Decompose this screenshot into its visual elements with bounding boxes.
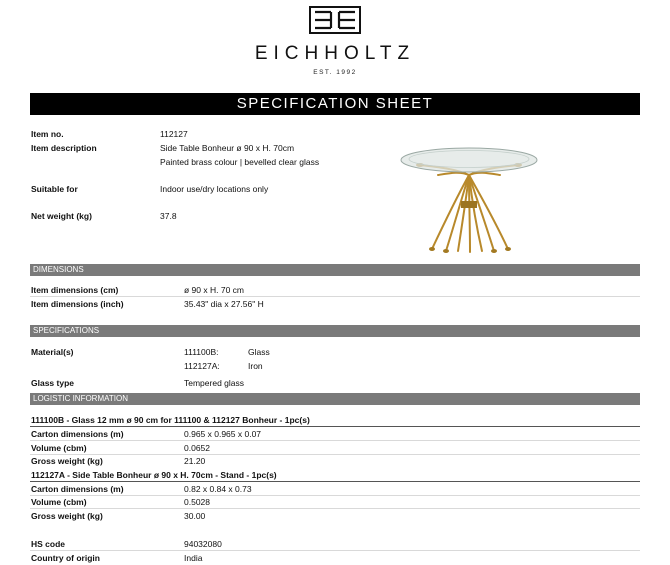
brand-name: EICHHOLTZ [254, 43, 416, 64]
item-no-value: 112127 [160, 129, 188, 139]
divider [30, 296, 640, 297]
divider [30, 440, 640, 441]
country-of-origin-value: India [184, 553, 203, 563]
item-no-label: Item no. [31, 129, 64, 139]
item-description-line1: Side Table Bonheur ø 90 x H. 70cm [160, 143, 295, 153]
product-image [398, 145, 540, 257]
dimensions-inch-value: 35.43" dia x 27.56" H [184, 299, 264, 309]
logistic-part2-title: 112127A - Side Table Bonheur ø 90 x H. 70cm - Stand - 1pc(s) [31, 470, 277, 480]
item-description-label: Item description [31, 143, 97, 153]
divider [30, 454, 640, 455]
brand-established: EST. 1992 [313, 69, 357, 76]
eichholtz-logo-icon [309, 6, 361, 34]
suitable-for-value: Indoor use/dry locations only [160, 184, 269, 194]
volume-value: 0.5028 [184, 497, 210, 507]
dimensions-cm-label: Item dimensions (cm) [31, 285, 119, 295]
section-header-dimensions: DIMENSIONS [30, 264, 640, 276]
carton-dimensions-label: Carton dimensions (m) [31, 484, 124, 494]
materials-label: Material(s) [31, 347, 74, 357]
hs-code-value: 94032080 [184, 539, 222, 549]
volume-label: Volume (cbm) [31, 497, 87, 507]
divider [30, 550, 640, 551]
gross-weight-value: 21.20 [184, 456, 206, 466]
section-header-logistic: LOGISTIC INFORMATION [30, 393, 640, 405]
page-title: SPECIFICATION SHEET [30, 93, 640, 115]
carton-dimensions-value: 0.82 x 0.84 x 0.73 [184, 484, 252, 494]
material-code: 112127A: [184, 361, 220, 371]
divider [30, 426, 640, 427]
material-name: Iron [248, 361, 263, 371]
gross-weight-value: 30.00 [184, 511, 206, 521]
glass-type-label: Glass type [31, 378, 74, 388]
section-header-specifications: SPECIFICATIONS [30, 325, 640, 337]
divider [30, 495, 640, 496]
material-code: 111100B: [184, 347, 219, 357]
logistic-part1-title: 111100B - Glass 12 mm ø 90 cm for 111100 & 112127 Bonheur - 1pc(s) [31, 415, 310, 425]
dimensions-cm-value: ø 90 x H. 70 cm [184, 285, 244, 295]
volume-label: Volume (cbm) [31, 443, 87, 453]
glass-type-value: Tempered glass [184, 378, 245, 388]
gross-weight-label: Gross weight (kg) [31, 456, 103, 466]
gross-weight-label: Gross weight (kg) [31, 511, 103, 521]
net-weight-label: Net weight (kg) [31, 211, 92, 221]
material-name: Glass [248, 347, 270, 357]
carton-dimensions-label: Carton dimensions (m) [31, 429, 124, 439]
hs-code-label: HS code [31, 539, 66, 549]
country-of-origin-label: Country of origin [31, 553, 100, 563]
dimensions-inch-label: Item dimensions (inch) [31, 299, 124, 309]
net-weight-value: 37.8 [160, 211, 177, 221]
suitable-for-label: Suitable for [31, 184, 78, 194]
divider [30, 481, 640, 482]
divider [30, 508, 640, 509]
item-description-line2: Painted brass colour | bevelled clear glass [160, 157, 320, 167]
carton-dimensions-value: 0.965 x 0.965 x 0.07 [184, 429, 262, 439]
volume-value: 0.0652 [184, 443, 210, 453]
